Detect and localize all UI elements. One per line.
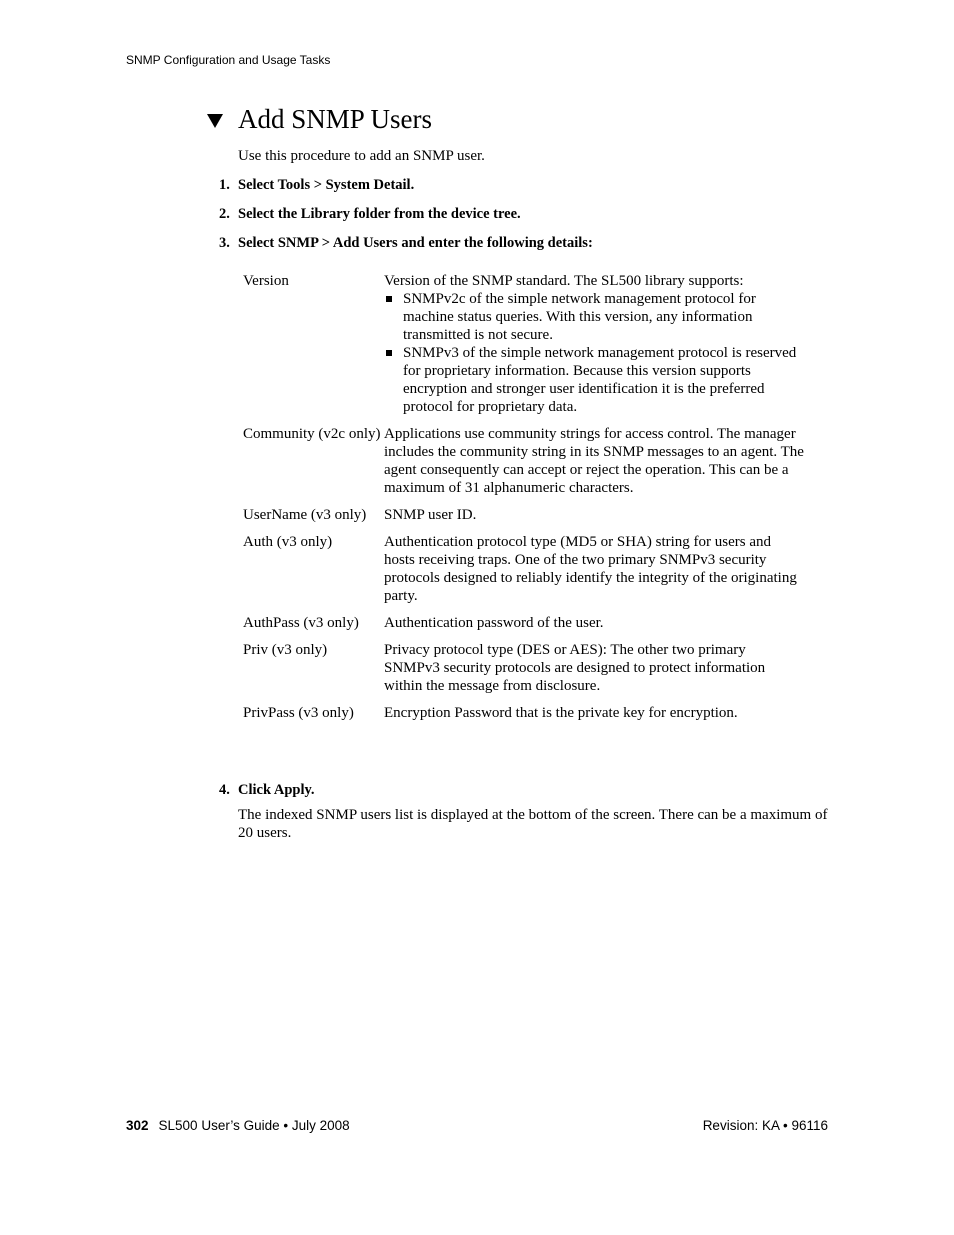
step-number: 2. bbox=[219, 206, 230, 222]
step-text: Select Tools > System Detail. bbox=[238, 177, 415, 193]
step-number: 4. bbox=[219, 782, 230, 798]
detail-label: Community (v2c only) bbox=[243, 426, 381, 442]
detail-description: Authentication password of the user. bbox=[384, 615, 604, 631]
details-row-username bbox=[243, 506, 818, 524]
step-number: 3. bbox=[219, 235, 230, 251]
detail-label: Version bbox=[243, 273, 289, 289]
step-1 bbox=[219, 177, 414, 194]
step-text: Select SNMP > Add Users and enter the following details: bbox=[238, 235, 593, 251]
detail-description: Applications use community strings for access control. The manager includes the community string in its SNMP messages to an agent. The agent consequently can accept or reject the operation. This can be a maximum of 31 alphanumeric characters. bbox=[384, 426, 804, 496]
details-row-privpass bbox=[243, 704, 818, 722]
list-item: SNMPv2c of the simple network management protocol for machine status queries. With this version, any information transmitted is not secure. bbox=[384, 290, 804, 344]
detail-label: Priv (v3 only) bbox=[243, 642, 328, 658]
detail-description: Authentication protocol type (MD5 or SHA) string for users and hosts receiving traps. One of the two primary SNMPv3 security protocols designed to reliably identify the integrity of the originating party. bbox=[384, 534, 797, 604]
details-row-community bbox=[243, 425, 818, 497]
detail-label: PrivPass (v3 only) bbox=[243, 705, 354, 721]
page-number: 302 bbox=[126, 1118, 149, 1133]
step-text: Select the Library folder from the device tree. bbox=[238, 206, 521, 222]
step-text: Click Apply. bbox=[238, 782, 315, 798]
detail-label: Auth (v3 only) bbox=[243, 534, 333, 550]
detail-description: SNMP user ID. bbox=[384, 507, 477, 523]
details-row-auth bbox=[243, 533, 818, 605]
bullet-list bbox=[384, 290, 804, 416]
details-table bbox=[243, 272, 818, 731]
detail-label: AuthPass (v3 only) bbox=[243, 615, 359, 631]
section-heading bbox=[207, 104, 432, 135]
details-row-authpass bbox=[243, 614, 818, 632]
detail-label: UserName (v3 only) bbox=[243, 507, 367, 523]
footer-left bbox=[126, 1118, 350, 1133]
list-item: SNMPv3 of the simple network management protocol is reserved for proprietary information. Because this version supports encryption and stronger user identification it is the preferred protocol for proprietary data. bbox=[384, 344, 804, 416]
step-3 bbox=[219, 235, 593, 252]
result-text: The indexed SNMP users list is displayed at the bottom of the screen. There can be a maximum of 20 users. bbox=[238, 807, 828, 841]
detail-text: Version of the SNMP standard. The SL500 library supports: bbox=[384, 273, 744, 289]
intro-text: Use this procedure to add an SNMP user. bbox=[238, 148, 485, 164]
detail-description: Encryption Password that is the private key for encryption. bbox=[384, 705, 738, 721]
step-4 bbox=[219, 782, 315, 799]
guide-title: SL500 User’s Guide • July 2008 bbox=[158, 1118, 350, 1133]
section-title: Add SNMP Users bbox=[238, 104, 433, 134]
running-head: SNMP Configuration and Usage Tasks bbox=[126, 53, 331, 67]
details-row-priv bbox=[243, 641, 818, 695]
step-2 bbox=[219, 206, 521, 223]
detail-description: Privacy protocol type (DES or AES): The other two primary SNMPv3 security protocols are designed to protect information within the message from disclosure. bbox=[384, 642, 766, 694]
footer-revision: Revision: KA • 96116 bbox=[702, 1118, 828, 1133]
detail-description bbox=[384, 272, 804, 416]
step-number: 1. bbox=[219, 177, 230, 193]
triangle-down-icon bbox=[207, 114, 223, 128]
details-row-version bbox=[243, 272, 818, 416]
